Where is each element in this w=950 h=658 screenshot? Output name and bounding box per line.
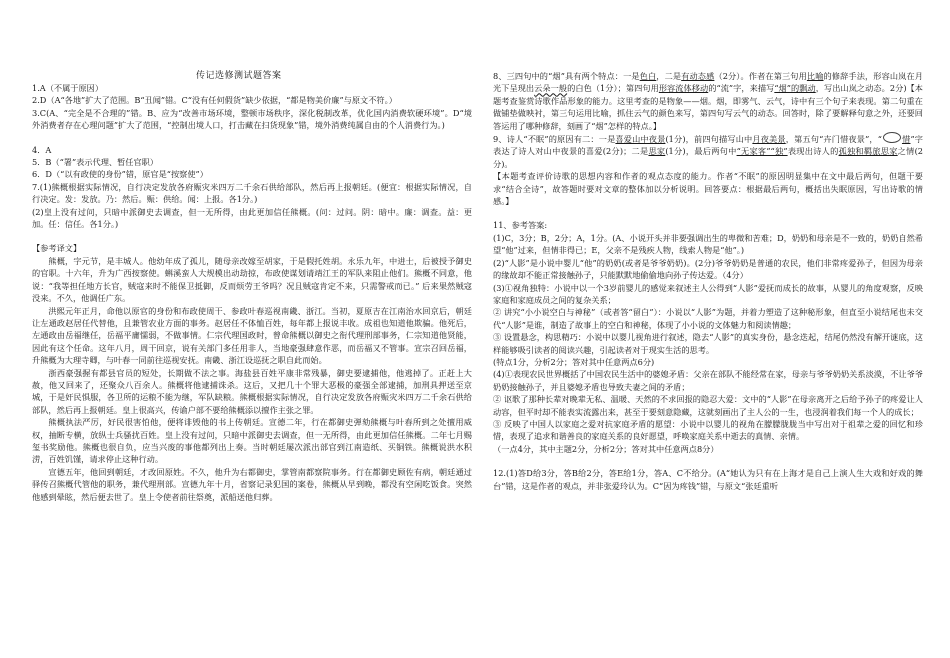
answer-11-item: ③ 设置悬念，构思精巧：小说中以婴儿视角进行叙述，隐去“人影”的真实身份，悬念迭起，结尾仍然没有解开谜底，这样能够吸引读者的阅读兴趣，引起读者对于现实生活的思考。 (493, 332, 923, 355)
answer-12: 12.(1)答D给3分，答B给2分，答E给1分，答A、C不给分。(A“她认为只有在上海才是自己上演人生大戏和好戏的舞台”错，这是作者的观点，并非张爱玲认为。C“因为疼钱”错，与原文“张廷重听 (493, 468, 923, 491)
reference-translation-heading: 【参考译文】 (32, 243, 82, 254)
document-title: 传记选修测试题答案 (196, 71, 282, 81)
key-phrase: 孤独和羁旅思家 (838, 146, 898, 157)
circle-mark-icon (883, 132, 901, 143)
answer-11-item: (2)“人影”是小说中婴儿“他”的奶奶(或者是爷爷奶奶)。(2分)爷爷奶奶是普通的农民，他们非常疼爱孙子，但因为母亲的缘故却不能正常接触孙子，只能默默地偷偷地向孙子传达爱。（4分） (493, 257, 923, 281)
answer-7-part-2: (2)皇上没有过问，只暗中派御史去调查，但一无所得，由此更加信任熊概。(问：过问。阴：暗中。廉：调查。益：更加。任：信任。各1分。) (32, 206, 472, 230)
answer-2: 2.D（A“各地”扩大了范围。B“丑闻”错。C“没有任何假货”缺少依据，“都是物美价廉”与原文不符。） (32, 95, 397, 106)
translation-paragraph: 宣德五年，他回到朝廷，才改回原姓。不久，他升为右都御史，掌管南都察院事务。行在都御史顾佐有病，朝廷通过驿传召熊概代管他的职务，兼代理刑部。宣德九年十月，省察记录犯国的案卷，熊概从早到晚，都没有空闲吃饭食。突然他感到晕眩，然后便去世了。皇上令使者前往祭奠，派船送他归葬。 (32, 466, 472, 502)
answer-11-item: ③ 反映了中国人以家庭之爱对抗家庭矛盾的愿望：小说中以婴儿的视角在朦朦胧胧当中写出对于祖辈之爱的回忆和珍惜，表现了追求和谐善良的家庭关系的良好愿望，呼唤家庭关系中逝去的真情、亲情。 (493, 418, 923, 442)
key-phrase: 喜爱山中夜景 (615, 134, 666, 145)
answer-6: 6．D（“以有政使的身份”错，原官是“按察使”） (32, 169, 208, 180)
translation-paragraph: 熊概执法严厉，好民很害怕他，便将诽毁他的书上传朝廷。宣德二年，行在都御史弹劾熊概与叶春所到之处擅用威权，抽断专横，放纵士兵骚扰百姓。皇上没有过问，只暗中派御史去调查，但一无所得，由此更加信任熊概。二年七月赐玺书奖励他。熊概也很自负，应当兴废的事他都列出上奏。当时朝廷屡次派出部官到江南造纸、买铜铁。熊概说洪水积涝，百姓饥馑，请求停止这种行动。 (32, 417, 472, 465)
key-phrase: 惜 (901, 134, 911, 145)
answer-11-item: (1)C，3分；B，2分；A，1分。(A、小说开头并非要强调出生的卑微和苦难；D，奶奶和母亲是不一致的，奶奶自然希望“他”过来，但情非得已；E，父亲不是残疾人物，线索人物是“他”。) (493, 232, 923, 256)
answer-11-item: ② 讲究“小小说空白与神秘”（或者答“留白”）：小说以“人影”为题，并着力塑造了这种秘形象，但直至小说结尾也未交代“人影”是谁，制造了故事上的空白和神秘，体现了小小说的文体魅力和阅读情趣； (493, 307, 923, 330)
answer-3: 3.C(A、“完全是不合理的”错。B、应为“改善市场环境，整顿市场秩序，深化税制改革，优化国内消费软硬环境”。D“境外消费者存在心理问题”扩大了范围，“控制出境人口，打击藏在扫货现象”错，境外消费纯属自由的个人消费行为。) (32, 107, 472, 131)
answer-8: 8、三四句中的“烟”具有两个特点：一是色白，二是有动态感（2分）。作者在第三句用比喻的修辞手法，形容山岚在月光下呈现出云朵一般的白色（1分）；第四句用形容流体移动的“流”字，来描写“烟”的飘动，写出山岚之动态。2分)【本题考查鉴赏诗歌作品形象的能力。这里考查的是物象——烟。烟，即雾气、云气，诗中有三个句子来表现。第二句重在做铺垫做映衬，第三句运用比喻，抓住云气的颜色来写，第四句写云气的动态。回答时，除了要解释句意之外，还要回答运用了哪种修辞，刻画了“烟”怎样的特点。】 (493, 71, 923, 131)
answer-9-note: 【本题考查评价诗歌的思想内容和作者的观点态度的能力。作者“不眠”的原因明显集中在文中最后两句，但题干要求“结合全诗”，故答题时要对文章的整体加以分析说明。回答要点：根据最后两句，概括出失眠原因，写出诗歌的情感。】 (493, 171, 923, 207)
translation-paragraph: 浙西豪强握有都县官员的短处，长期做不法之事。海盐县百姓平康非常残暴，御史要逮捕他，他逃掉了。正赶上大赦，他又回来了，还聚众八百余人。熊概将他逮捕诛杀。这后，又把几十个罪大恶极的豪强全部逮捕，加刑具押送至京城，于是奸民惧服，各卫所的运粮不能为继，军队缺粮。熊概根据实际情况，自行决定发放各府赈灾米四万二千余石供给部队，然后再上报朝廷。皇上很高兴，传谕户部不要给熊概添以擅作主张之罪。 (32, 367, 472, 415)
key-phrase: 有动态感 (681, 71, 715, 81)
key-phrase: 比喻 (806, 71, 824, 81)
answer-11-heading: 11、参考答案: (493, 220, 548, 231)
key-phrase: “无家客”“独” (736, 146, 788, 157)
answer-11-item: (特点1分，分析2分；答对其中任意两点6分) (493, 356, 655, 367)
translation-paragraph: 洪熙元年正月，命他以原官的身份和布政使周干、参政叶春巡视南畿、浙江。当初，夏原吉在江南治水回京后，朝廷让左通政赵居任代替他，且兼管农业方面的事务。赵居任不体恤百姓，每年都上报说丰收。成祖也知道他欺骗。他死后，左通政由岳福继任，岳福平庸懦弱，不做事情。仁宗代理国政时，曾命熊概以御史之衔代理刑部事务，仁宗知道他贤能，因此有这个任命。这年八月，周干回京，说有关部门多任用非人，当地豪强肆意作恶，而岳福又不管事。宣宗召回岳福，升熊概为大理寺卿，与叶春一同前往巡视安抚。南畿、浙江设巡抚之职自此而始。 (32, 305, 472, 366)
translation-paragraph: 熊概，字元节，是丰城人。他幼年成了孤儿，随母亲改嫁至胡家，于是假托姓胡。永乐九年，中进士，后被授予御史的官职。十六年，升为广西按察使。蝌溪蛮人大规模出动劫掠，布政使谋划请靖江王的军队来阻止他们。熊概不同意，他说：“我等担任地方长官，贼寇来时不能保卫抵御，反而烦劳王爷吗？况且贼寇肯定不来，只需警戒而已。” 后来果然贼寇没来。不久，他调任广东。 (32, 255, 472, 304)
left-column (32, 70, 472, 503)
key-phrase: 月夜美景 (752, 134, 786, 145)
answer-4: 4．A (32, 144, 52, 155)
answer-11-item: ② 讴歌了那种长辈对晚辈无私、温暖、天然的不求回报的隐忍大爱：文中的“人影”在母亲离开之后给予孙子的疼爱让人动容，但平时却不能表实流露出来，甚至于要刻意隐藏，这就刻画出了主人公的一生，也浸润着我们每一个人的成长； (493, 394, 923, 417)
answer-9: 9、诗人“不眠”的原因有二：一是喜爱山中夜景(1分)，前四句描写山中月夜美景，第五句“卉门惜夜景”，“ 惜”字表达了诗人对山中夜景的喜爱(2分)；二是思家(1分)，最后两句中“无家客”“独”表现出诗人的孤独和羁旅思家之情(2分)。 (493, 134, 923, 169)
answer-11-item: (4)①表现农民世界概括了中国农民生活中的婆媳矛盾：父亲在部队不能经常在家，母亲与爷爷奶奶关系淡漠，不让爷爷奶奶接触孙子，并且婆媳矛盾也导致夫妻之间的矛盾； (493, 369, 923, 392)
answer-7-part-1: 7.(1)熊概根据实际情况，自行决定发放各府赈灾米四万二千余石供给部队，然后再上报朝廷。(便宜：根据实际情况，自行决定。发：发放。乃：然后。赈：供给。闻：上报。各1分。) (32, 181, 472, 205)
key-phrase: 思家 (648, 146, 666, 157)
key-phrase: 形容流体移动 (658, 83, 709, 94)
answer-1: 1.A（不属于原因） (32, 83, 104, 93)
key-phrase: 云朵一般 (534, 83, 568, 94)
key-phrase: 色白 (639, 71, 657, 81)
key-phrase: “烟”的飘动 (774, 83, 816, 94)
right-column (493, 70, 923, 492)
answer-11-item: (3)①视角独特：小说中以一个3岁前婴儿的感觉来叙述主人公得到“人影”爱抚而成长的故事，从婴儿的角度观察，反映家庭和家庭成员之间的复杂关系； (493, 282, 923, 305)
answer-11-item: （一点4分，其中主题2分，分析2分；答对其中任意两点8分） (493, 443, 719, 454)
answer-5: 5．B（“署”表示代理、暂任官职） (32, 157, 159, 168)
